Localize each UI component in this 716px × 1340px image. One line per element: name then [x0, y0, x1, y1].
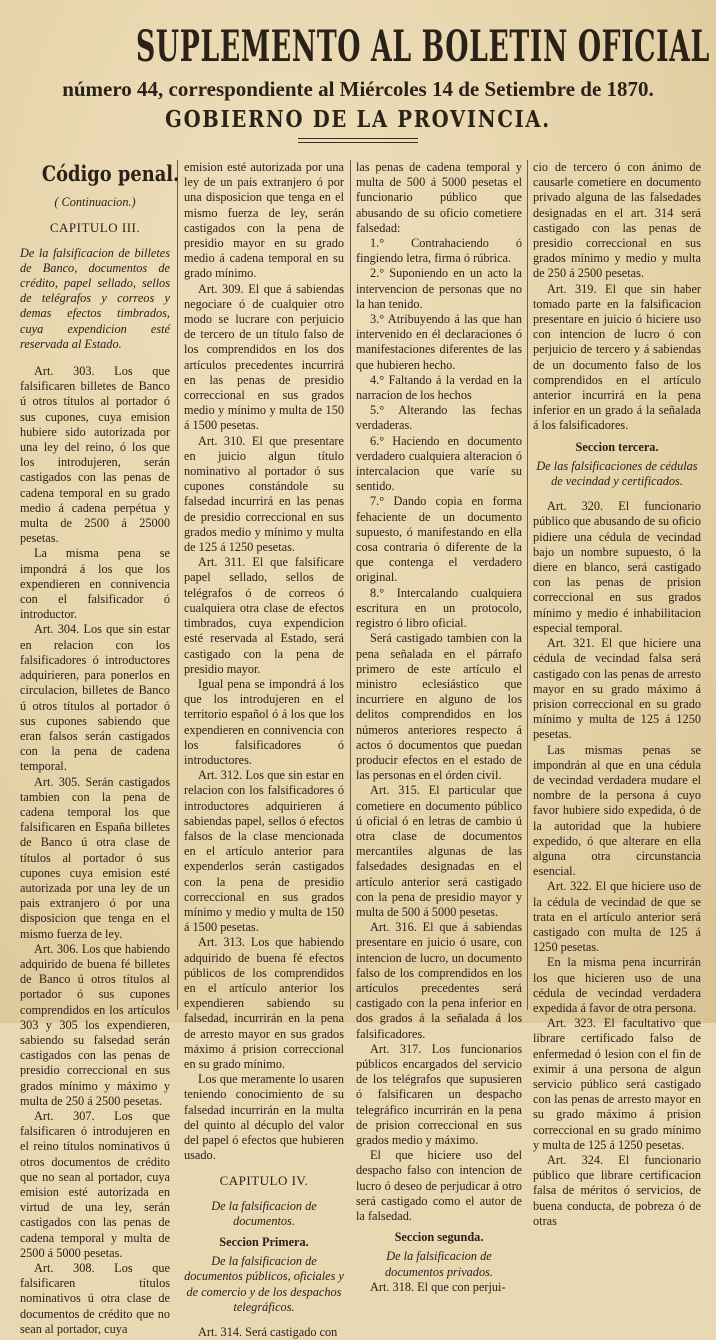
- article-paragraph: Art. 312. Los que sin estar en relacion con los falsificadores ó introductores adquirieren á sabiendas papel, sellos ó efectos falsos de la clase mencionada en el artículo anterior para expenderlos serán castigados con la pena de presidio correccional en sus grados mínimo y medio y multa de 150 á 1500 pesetas.: [184, 768, 344, 935]
- article-paragraph: Art. 306. Los que habiendo adquirido de buena fé billetes de Banco ú otros títulos al portador ó sus cupones comprendidos en los artículos 303 y 305 los expendieren, sabiendo su falsedad serán castigados con las penas de presidio correccional en sus grados mínimo y máximo y multa de 250 á 2500 pesetas.: [20, 941, 170, 1108]
- section-description: De la falsificacion de documentos públicos, oficiales y de comercio y de los despachos telegráficos.: [184, 1254, 344, 1314]
- article-paragraph: Art. 304. Los que sin estar en relacion con los falsificadores ó introductores adquirieren, para ponerlos en circulacion, billetes de Banco ú otros títulos al portador ó sus cupones sabiendo que eran falsos serán castigados con la pena de cadena temporal.: [20, 622, 170, 774]
- article-paragraph: Art. 324. El funcionario público que librare certificacion falsa de méritos ó servicios, de buena conducta, de pobreza ó de otras: [533, 1153, 701, 1228]
- article-paragraph: Art. 315. El particular que cometiere en documento público ú oficial ó en letras de cambio ú otra clase de documentos mercantiles algunas de las falsedades designadas en el artículo anterior será castigado con la pena de presidio mayor y multa de 500 á 5000 pesetas.: [356, 783, 522, 919]
- section-description: De la falsificacion de documentos privados.: [385, 1249, 493, 1279]
- column-1: [20, 160, 180, 1336]
- numbered-clause: 2.° Suponiendo en un acto la intervencion de personas que no la han tenido.: [356, 266, 522, 311]
- section-heading: Seccion tercera.: [575, 439, 659, 454]
- article-paragraph: Art. 313. Los que habiendo adquirido de buena fé efectos públicos de los comprendidos en el artículo anterior los expendieren sabiendo su falsedad, incurrirán en la pena de arresto mayor en sus grados máximo á prision correccional en su grado mínimo.: [184, 935, 344, 1071]
- chapter-heading: CAPITULO III.: [49, 220, 141, 236]
- numbered-clause: 6.° Haciendo en documento verdadero cualquiera alteracion ó intercalacion que varíe su sentido.: [356, 433, 522, 494]
- article-paragraph: Art. 323. El facultativo que librare certificado falso de enfermedad ó lesion con el fin de eximir á una persona de algun servicio público será castigado con las penas de arresto mayor en su grado máximo á prision correccional en su grado mínimo y multa de 125 á 1250 pesetas.: [533, 1016, 701, 1152]
- column-divider: [177, 160, 178, 1010]
- continuation-note: ( Continuacion.): [54, 195, 136, 210]
- section-heading: Seccion Primera.: [219, 1235, 309, 1250]
- column-3: [356, 160, 522, 1294]
- section-heading: Seccion segunda.: [394, 1230, 484, 1245]
- chapter-description: De la falsificacion de documentos.: [211, 1198, 317, 1228]
- article-paragraph: Art. 316. El que á sabiendas presentare en juicio ó usare, con intencion de lucro, un documento falso de los comprendidos en los artículos precedentes será castigado con la pena inferior en dos grados á la señalada á los falsificadores.: [356, 920, 522, 1041]
- article-paragraph: Será castigado tambien con la pena señalada en el párrafo primero de este artículo el ministro eclesiástico que incurriere en alguno de los delitos comprendidos en los números anteriores respecto á actos ó documentos que puedan producir efectos en el estado de las personas en el órden civil.: [356, 631, 522, 783]
- article-paragraph: Art. 314. Será castigado con: [198, 1325, 338, 1340]
- masthead: [0, 20, 716, 143]
- numbered-clause: 7.° Dando copia en forma fehaciente de un documento supuesto, ó manifestando en ella cosa contraria ó diferente de la que contenga el verdadero original.: [356, 494, 522, 585]
- ornamental-rule: [298, 138, 418, 143]
- article-paragraph: Art. 318. El que con perjui-: [370, 1279, 506, 1294]
- numbered-clause: 1.° Contrahaciendo ó fingiendo letra, firma ó rúbrica.: [356, 236, 522, 266]
- article-paragraph: Igual pena se impondrá á los que los introdujeren en el territorio español ó á los que los expendieren en connivencia con los falsificadores ó introductores.: [184, 676, 344, 767]
- chapter-heading: CAPITULO IV.: [219, 1173, 309, 1189]
- article-paragraph: Art. 311. El que falsificare papel sellado, sellos de telégrafos ó de correos ó cualquiera otra clase de efectos timbrados, cuya expendicion esté reservada al Estado, será castigado con la pena de presidio mayor.: [184, 555, 344, 676]
- article-paragraph: El que hiciere uso del despacho falso con intencion de lucro ó deseo de perjudicar á otro será castigado como el autor de la falsedad.: [356, 1148, 522, 1224]
- article-paragraph: Art. 309. El que á sabiendas negociare ó de cualquier otro modo se lucrare con perjuicio de tercero de un título falso de los comprendidos en los dos artículos precedentes incurrirá en las penas de presidio correccional en sus grados medio y mínimo y multa de 150 á 1500 pesetas.: [184, 281, 344, 433]
- column-2: [184, 160, 344, 1340]
- numbered-clause: 5.° Alterando las fechas verdaderas.: [356, 403, 522, 433]
- article-paragraph: Art. 310. El que presentare en juicio algun título nominativo al portador ó sus cupones constándole su falsedad incurrirá en las penas de presidio correccional en sus grados medio y mínimo y multa de 125 á 1250 pesetas.: [184, 433, 344, 555]
- article-paragraph: emision esté autorizada por una ley de un pais extranjero ó por una disposicion que tenga en el mismo fuerza de ley, serán castigados con la pena de presidio mayor en su grado medio á cadena temporal en su grado mínimo.: [184, 160, 344, 281]
- article-paragraph: Art. 305. Serán castigados tambien con la pena de cadena temporal los que falsificaren en España billetes de Banco ú otra clase de títulos al portador ó sus cupones cuya emision esté autorizada por una ley de un pais extranjero ó por una disposicion que tenga en el mismo fuerza de ley.: [20, 774, 170, 941]
- chapter-description: De la falsificacion de billetes de Banco, documentos de crédito, papel sellado, sellos de telégrafos y correos y demas efectos timbrados, cuya expendicion esté reservada al Estado.: [20, 245, 170, 351]
- column-4: [533, 160, 701, 1228]
- article-paragraph: Art. 321. El que hiciere una cédula de vecindad falsa será castigado con las penas de arresto mayor en su grado máximo á prision correccional en su grado mínimo y multa de 125 á 1250 pesetas.: [533, 636, 701, 742]
- article-paragraph: Art. 322. El que hiciere uso de la cédula de vecindad de que se trata en el artículo anterior será castigado con multa de 125 á 1250 pesetas.: [533, 879, 701, 955]
- page-title: SUPLEMENTO AL BOLETIN OFICIAL: [136, 22, 710, 72]
- numbered-clause: 8.° Intercalando cualquiera escritura en un protocolo, registro ó libro oficial.: [356, 585, 522, 631]
- code-heading: Código penal.: [41, 161, 180, 186]
- article-paragraph: Art. 303. Los que falsificaren billetes de Banco ú otros títulos al portador ó sus cupones, cuya emision hubiere sido autorizada por una ley del reino, ó los que los introdujeren, serán castigados con las penas de cadena temporal en su grado medio á cadena perpétua y multa de 2500 á 25000 pesetas.: [20, 364, 170, 546]
- article-paragraph: cio de tercero ó con ánimo de causarle cometiere en documento privado alguna de las falsedades designadas en el art. 314 será castigado con las penas de presidio correccional en sus grados mínimo y medio y multa de 250 á 2500 pesetas.: [533, 160, 701, 281]
- article-paragraph: Art. 320. El funcionario público que abusando de su oficio pidiere una cédula de vecindad bajo un nombre supuesto, ó la diere en blanco, será castigado con las penas de prision correccional en sus grados mínimo y medio é inhabilitacion especial temporal.: [533, 499, 701, 635]
- section-title: GOBIERNO DE LA PROVINCIA.: [165, 106, 551, 133]
- article-paragraph: Art. 319. El que sin haber tomado parte en la falsificacion presentare en juicio ó hiciere uso con intencion de lucro ó con perjuicio de tercero y á sabiendas de un documento falso de los comprendidos en el artículo anterior incurrirá en la pena inferior en un grado á la señalada á los falsificadores.: [533, 281, 701, 433]
- article-paragraph: Art. 308. Los que falsificaren títulos nominativos ú otra clase de documentos de crédito que no sean al portador, cuya: [20, 1261, 170, 1336]
- numbered-clause: 3.° Atribuyendo á las que han intervenido en él declaraciones ó manifestaciones diferentes de las que hubieren hecho.: [356, 312, 522, 372]
- article-paragraph: Las mismas penas se impondrán al que en una cédula de vecindad verdadera mudare el nombre de la persona á cuyo favor hubiere sido expedida, ó de la autoridad que la hubiere expedido, ó que alterare en ella alguna otra circunstancia esencial.: [533, 742, 701, 879]
- column-divider: [350, 160, 351, 1010]
- article-paragraph: las penas de cadena temporal y multa de 500 á 5000 pesetas el funcionario público que abusando de su oficio cometiere falsedad:: [356, 160, 522, 235]
- article-paragraph: Art. 307. Los que falsificaren ó introdujeren en el reino títulos nominativos ú otros documentos de crédito que no sean al portador, cuya emision esté autorizada en virtud de una ley, serán castigados con las penas de cadena temporal y multa de 2500 á 5000 pesetas.: [20, 1108, 170, 1260]
- article-paragraph: La misma pena se impondrá á los que los expendieren en connivencia con el falsificador ó introductor.: [20, 546, 170, 622]
- article-paragraph: Los que meramente lo usaren teniendo conocimiento de su falsedad incurrirán en la multa del quinto al décuplo del valor del papel ó efectos que hubieren usado.: [184, 1072, 344, 1163]
- article-paragraph: En la misma pena incurrirán los que hicieren uso de una cédula de vecindad verdadera expedida á favor de otra persona.: [533, 955, 701, 1015]
- column-divider: [527, 160, 528, 1010]
- issue-line: número 44, correspondiente al Miércoles 14 de Setiembre de 1870.: [62, 77, 654, 101]
- numbered-clause: 4.° Faltando á la verdad en la narracion de los hechos: [356, 372, 522, 403]
- section-description: De las falsificaciones de cédulas de vecindad y certificados.: [536, 458, 698, 489]
- article-paragraph: Art. 317. Los funcionarios públicos encargados del servicio de los telégrafos que supusieren ó falsificaren un despacho telegráfico incurrirán en la pena de prision correccional en sus grados medio y máximo.: [356, 1041, 522, 1147]
